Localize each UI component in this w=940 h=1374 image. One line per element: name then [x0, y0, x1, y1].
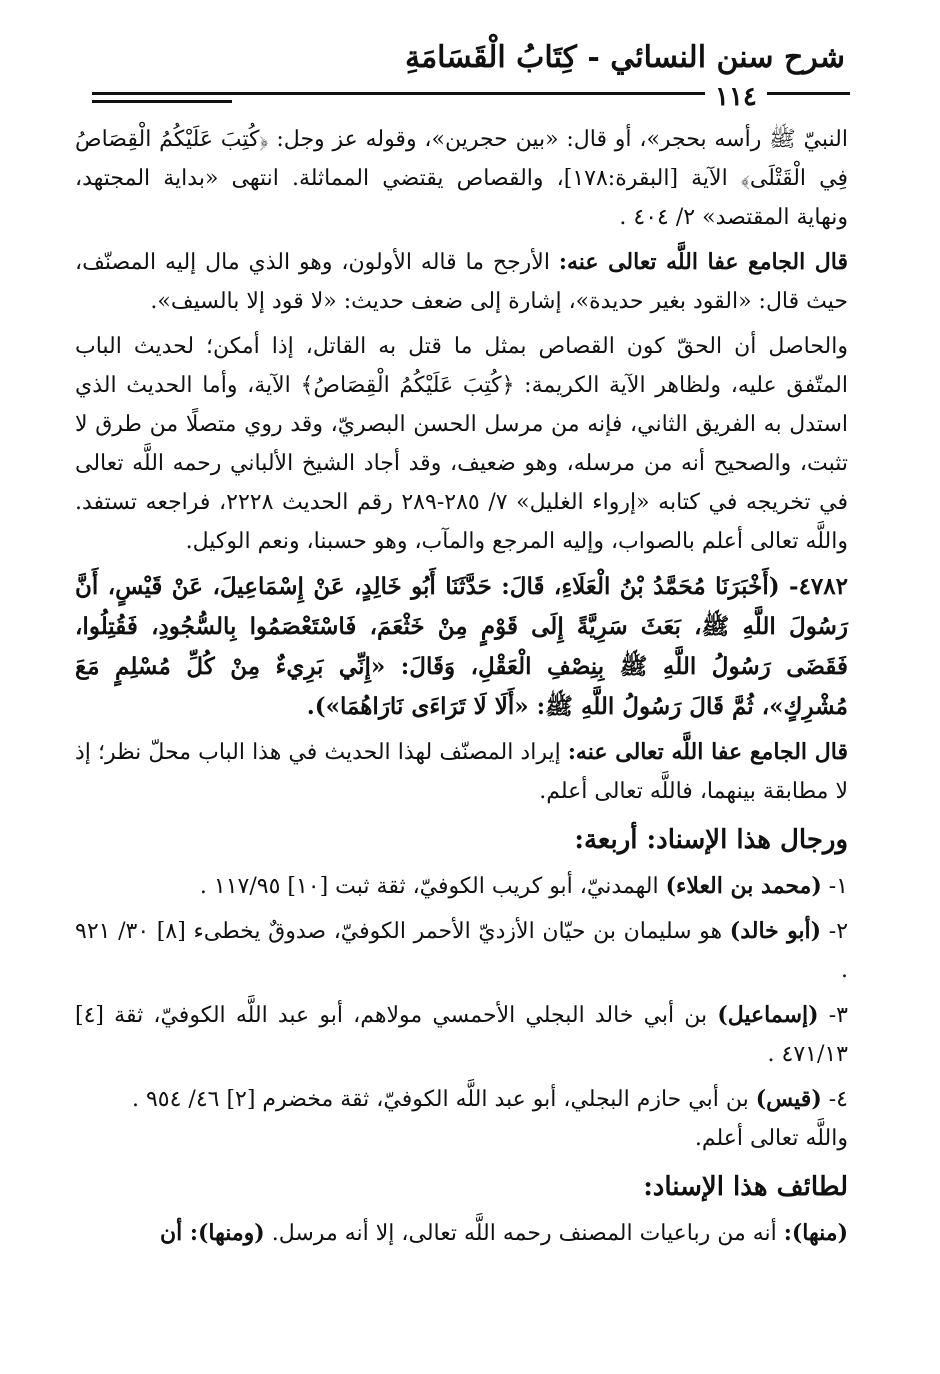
narrator-name: (إسماعيل)	[717, 1002, 819, 1028]
narrator-number: ٣-	[818, 1003, 848, 1028]
narrator-entry	[75, 996, 848, 1074]
page-body	[75, 120, 848, 1259]
subtleties-item	[75, 1214, 848, 1253]
author-comment-label: قال الجامع عفا اللَّه تعالى عنه:	[567, 739, 849, 765]
paragraph-2-text: الأرجح ما قاله الأولون، وهو الذي مال إليه المصنّف، حيث قال: «القود بغير حديدة»، إشارة إلى ضعف حديث: «لا قود إلا بالسيف».	[75, 250, 848, 314]
hadith-text: ٤٧٨٢- (أَخْبَرَنَا مُحَمَّدُ بْنُ الْعَلَاءِ، قَالَ: حَدَّثَنَا أَبُو خَالِدٍ، عَنْ إِسْمَاعِيلَ، عَنْ قَيْسٍ، أَنَّ رَسُولَ اللَّهِ ﷺ، بَعَثَ سَرِيَّةً إِلَى قَوْمٍ مِنْ خَثْعَمَ، فَاسْتَعْصَمُوا بِالسُّجُودِ، فَقُتِلُوا، فَقَضَى رَسُولُ اللَّهِ ﷺ بِنِصْفِ الْعَقْلِ، وَقَالَ: «إِنِّي بَرِيءٌ مِنْ كُلِّ مُسْلِمٍ مَعَ مُشْرِكٍ»، ثُمَّ قَالَ رَسُولُ اللَّهِ ﷺ: «أَلَا لَا تَرَاءَى نَارَاهُمَا»).	[75, 573, 848, 720]
narrator-entry	[75, 912, 848, 990]
closing-line: واللَّه تعالى أعلم.	[694, 1126, 848, 1151]
item-text: أن	[159, 1220, 190, 1246]
narrator-entry	[75, 867, 848, 906]
narrator-entry	[75, 1080, 848, 1119]
paragraph-5-text: إيراد المصنّف لهذا الحديث في هذا الباب محلّ نظر؛ إذ لا مطابقة بينهما، فاللَّه تعالى أعلم.	[75, 740, 848, 804]
header-rule-lower	[92, 100, 232, 103]
narrator-desc: هو سليمان بن حيّان الأزديّ الأحمر الكوفيّ، صدوقٌ يخطىء [٨] ٣٠/ ٩٢١ .	[75, 919, 848, 983]
narrator-desc: بن أبي حازم البجلي، أبو عبد اللَّه الكوفيّ، ثقة مخضرم [٢] ٤٦/ ٩٥٤ .	[131, 1087, 756, 1112]
narrator-number: ٤-	[821, 1087, 848, 1112]
narrators-heading: ورجال هذا الإسناد: أربعة:	[574, 825, 848, 855]
page-number: ١١٤	[705, 82, 767, 112]
narrator-number: ١-	[821, 874, 848, 899]
running-header-title: شرح سنن النسائي - كِتَابُ الْقَسَامَةِ	[405, 40, 845, 75]
narrator-name: (محمد بن العلاء)	[665, 873, 822, 899]
narrator-number: ٢-	[821, 919, 849, 944]
narrator-desc: الهمدنيّ، أبو كريب الكوفيّ، ثقة ثبت [١٠] ١١٧/٩٥ .	[199, 874, 666, 899]
narrator-name: (قيس)	[755, 1086, 822, 1112]
narrator-name: (أبو خالد)	[729, 918, 822, 944]
item-label: (منها):	[783, 1220, 848, 1246]
paragraph-1: النبيّ ﷺ رأسه بحجر»، أو قال: «بين حجرين»، وقوله عز وجل: ﴿كُتِبَ عَلَيْكُمُ الْقِصَاصُ فِي الْقَتْلَى﴾ الآية [البقرة:١٧٨]، والقصاص يقتضي المماثلة. انتهى «بداية المجتهد، ونهاية المقتصد» ٢/ ٤٠٤ .	[75, 127, 848, 230]
paragraph-2	[75, 243, 848, 321]
narrator-desc: بن أبي خالد البجلي الأحمسي مولاهم، أبو عبد اللَّه الكوفيّ، ثقة [٤] ٤٧١/١٣ .	[75, 1003, 848, 1067]
item-label: (ومنها):	[189, 1220, 265, 1246]
paragraph-3: والحاصل أن الحقّ كون القصاص بمثل ما قتل به القاتل، إذا أمكن؛ لحديث الباب المتّفق عليه، ولظاهر الآية الكريمة: ﴿كُتِبَ عَلَيْكُمُ الْقِصَاصُ﴾ الآية، وأما الحديث الذي استدل به الفريق الثاني، فإنه من مرسل الحسن البصريّ، وقد روي متصلًا من طرق لا تثبت، والصحيح أنه من مرسله، وهو ضعيف، وقد أجاد الشيخ الألباني رحمه اللَّه تعالى في تخريجه في كتابه «إرواء الغليل» ٧/ ٢٨٥-٢٨٩ رقم الحديث ٢٢٢٨، فراجعه تستفد. واللَّه تعالى أعلم بالصواب، وإليه المرجع والمآب، وهو حسبنا، ونعم الوكيل.	[75, 334, 849, 554]
paragraph-5	[75, 733, 848, 811]
item-text: أنه من رباعيات المصنف رحمه اللَّه تعالى، إلا أنه مرسل.	[264, 1221, 784, 1246]
author-comment-label: قال الجامع عفا اللَّه تعالى عنه:	[558, 249, 849, 275]
subtleties-heading: لطائف هذا الإسناد:	[643, 1172, 848, 1202]
